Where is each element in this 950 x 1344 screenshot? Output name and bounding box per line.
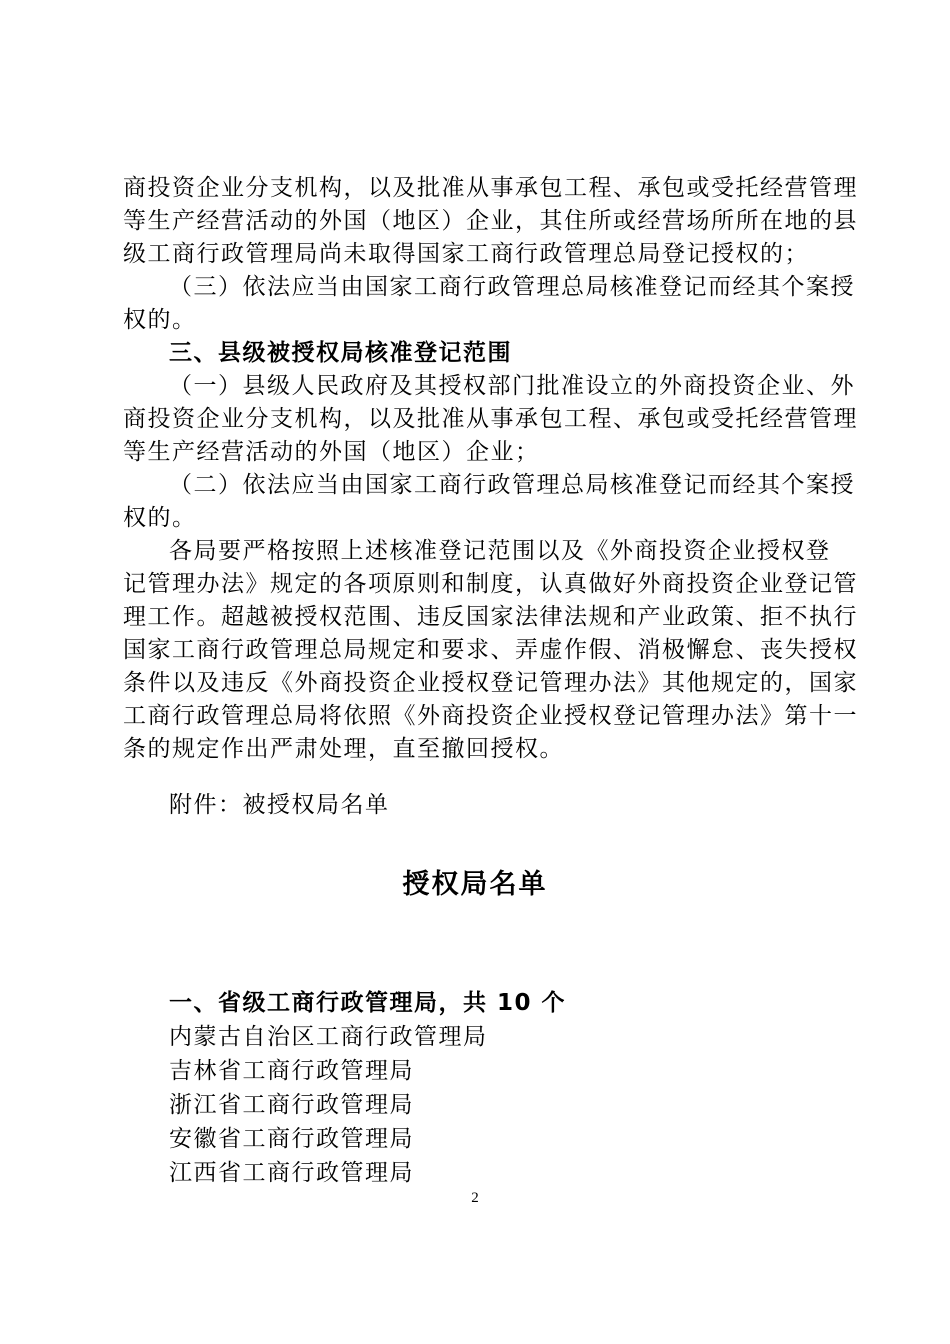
body-line: 理工作。超越被授权范围、违反国家法律法规和产业政策、拒不执行 bbox=[123, 604, 858, 630]
body-line: 等生产经营活动的外国（地区）企业； bbox=[123, 439, 540, 465]
body-line: 工商行政管理总局将依照《外商投资企业授权登记管理办法》第十一 bbox=[123, 703, 858, 729]
body-line: 条的规定作出严肃处理，直至撤回授权。 bbox=[123, 736, 564, 762]
bureau-item: 内蒙古自治区工商行政管理局 bbox=[169, 1024, 488, 1050]
body-line: 商投资企业分支机构，以及批准从事承包工程、承包或受托经营管理 bbox=[123, 175, 858, 201]
body-line: 等生产经营活动的外国（地区）企业，其住所或经营场所所在地的县 bbox=[123, 208, 858, 234]
section-heading-3: 三、县级被授权局核准登记范围 bbox=[169, 340, 512, 366]
list-title: 授权局名单 bbox=[402, 869, 548, 900]
attachment-note: 附件：被授权局名单 bbox=[169, 792, 390, 818]
body-line: 国家工商行政管理总局规定和要求、弄虚作假、消极懈怠、丧失授权 bbox=[123, 637, 858, 663]
bureau-item: 江西省工商行政管理局 bbox=[169, 1160, 414, 1186]
body-line: 各局要严格按照上述核准登记范围以及《外商投资企业授权登 bbox=[169, 538, 831, 564]
body-line: 条件以及违反《外商投资企业授权登记管理办法》其他规定的，国家 bbox=[123, 670, 858, 696]
page-number: 2 bbox=[471, 1190, 479, 1206]
body-line: （二）依法应当由国家工商行政管理总局核准登记而经其个案授 bbox=[169, 472, 855, 498]
body-line: 记管理办法》规定的各项原则和制度，认真做好外商投资企业登记管 bbox=[123, 571, 858, 597]
section-heading: 一、省级工商行政管理局，共 10 个 bbox=[169, 990, 567, 1016]
body-line: 权的。 bbox=[123, 505, 197, 531]
bureau-item: 安徽省工商行政管理局 bbox=[169, 1126, 414, 1152]
bureau-item: 浙江省工商行政管理局 bbox=[169, 1092, 414, 1118]
body-line: （一）县级人民政府及其授权部门批准设立的外商投资企业、外 bbox=[169, 373, 855, 399]
bureau-item: 吉林省工商行政管理局 bbox=[169, 1058, 414, 1084]
body-line: 权的。 bbox=[123, 307, 197, 333]
body-line: （三）依法应当由国家工商行政管理总局核准登记而经其个案授 bbox=[169, 274, 855, 300]
body-line: 商投资企业分支机构，以及批准从事承包工程、承包或受托经营管理 bbox=[123, 406, 858, 432]
body-line: 级工商行政管理局尚未取得国家工商行政管理总局登记授权的； bbox=[123, 241, 809, 267]
